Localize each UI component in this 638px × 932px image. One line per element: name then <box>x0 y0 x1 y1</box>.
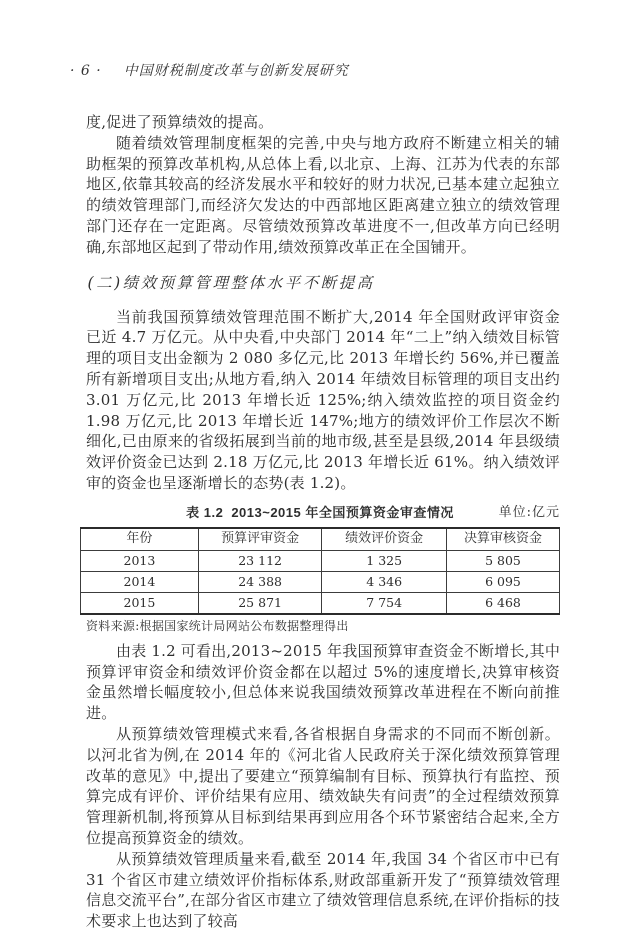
page-content <box>86 112 560 932</box>
budget-audit-table <box>80 527 560 615</box>
cell-performance-eval: 7 754 <box>322 592 447 614</box>
column-header-budget-review: 预算评审资金 <box>198 528 322 551</box>
paragraph-management-quality: 从预算绩效管理质量来看,截至 2014 年,我国 34 个省区市中已有 31 个省区市建立绩效评价指标体系,财政部重新开发了“预算绩效管理信息交流平台”,在部分省区市建立了绩效管理信息系统,在评价指标的技术要求上也达到了较高 <box>86 849 560 931</box>
table-caption <box>80 505 560 522</box>
column-header-year: 年份 <box>81 528 199 551</box>
page-number: · 6 · <box>70 63 102 79</box>
column-header-performance-eval: 绩效评价资金 <box>322 528 447 551</box>
cell-final-audit: 6 095 <box>446 571 559 592</box>
cell-final-audit: 6 468 <box>446 592 559 614</box>
table-caption-title: 2013~2015 年全国预算资金审查情况 <box>231 504 454 520</box>
table-header-row <box>81 528 560 551</box>
paragraph-table-analysis: 由表 1.2 可看出,2013~2015 年我国预算审查资金不断增长,其中预算评审资金和绩效评价资金都在以超过 5%的速度增长,决算审核资金虽然增长幅度较小,但总体来说我国绩效预算改革进程在不断向前推进。 <box>86 641 561 723</box>
cell-performance-eval: 4 346 <box>322 571 447 592</box>
section-heading: (二)绩效预算管理整体水平不断提高 <box>87 273 375 292</box>
budget-audit-table-block <box>80 505 560 634</box>
cell-performance-eval: 1 325 <box>322 550 447 571</box>
table-unit-label: 单位:亿元 <box>498 504 560 520</box>
page-header <box>70 60 349 80</box>
paragraph-hebei-model: 从预算绩效管理模式来看,各省根据自身需求的不同而不断创新。以河北省为例,在 2014 年的《河北省人民政府关于深化绩效预算管理改革的意见》中,提出了要建立“预算编制有目标、预算执行有监控、预算完成有评价、评价结果有应用、绩效缺失有问责”的全过程绩效预算管理新机制,将预算从目标到结果再到应用各个环节紧密结合起来,全方位提高预算资金的绩效。 <box>86 724 560 847</box>
table-source-note: 资料来源:根据国家统计局网站公布数据整理得出 <box>86 618 349 633</box>
book-title: 中国财税制度改革与创新发展研究 <box>123 63 349 79</box>
cell-budget-review: 23 112 <box>198 550 322 571</box>
paragraph-scope-expansion: 当前我国预算绩效管理范围不断扩大,2014 年全国财政评审资金已近 4.7 万亿元。从中央看,中央部门 2014 年“二上”纳入绩效目标管理的项目支出金额为 2 080 多亿元,比 2013 年增长约 56%,并已覆盖所有新增项目支出;从地方看,纳入 2014 年绩效目标管理的项目支出约 3.01 万亿元,比 2013 年增长近 125%;纳入绩效监控的项目资金约 1.98 万亿元,比 2013 年增长近 147%;地方的绩效评价工作层次不断细化,已由原来的省级拓展到当前的地市级,甚至是县级,2014 年县级绩效评价资金已达到 2.18 万亿元,比 2013 年增长近 61%。纳入绩效评审的资金也呈逐渐增长的态势(表 1.2)。 <box>86 307 560 492</box>
cell-year: 2014 <box>81 571 199 592</box>
table-caption-label: 表 1.2 <box>186 504 224 520</box>
table-caption-text <box>186 505 454 520</box>
cell-budget-review: 24 388 <box>198 571 322 592</box>
paragraph-regional-progress: 随着绩效管理制度框架的完善,中央与地方政府不断建立相关的辅助框架的预算改革机构,从总体上看,以北京、上海、江苏为代表的东部地区,依靠其较高的经济发展水平和较好的财力状况,已基本建立起独立的绩效管理部门,而经济欠发达的中西部地区距离建立独立的绩效管理部门还存在一定距离。尽管绩效预算改革进度不一,但改革方向已经明确,东部地区起到了带动作用,绩效预算改革正在全国铺开。 <box>86 133 560 256</box>
paragraph-continuation: 度,促进了预算绩效的提高。 <box>86 113 274 131</box>
cell-year: 2015 <box>81 592 199 614</box>
table-row-2014 <box>81 571 560 592</box>
column-header-final-audit: 决算审核资金 <box>446 528 559 551</box>
table-row-2013 <box>81 550 560 571</box>
cell-year: 2013 <box>81 550 199 571</box>
cell-budget-review: 25 871 <box>198 592 322 614</box>
cell-final-audit: 5 805 <box>446 550 559 571</box>
table-row-2015 <box>81 592 560 614</box>
